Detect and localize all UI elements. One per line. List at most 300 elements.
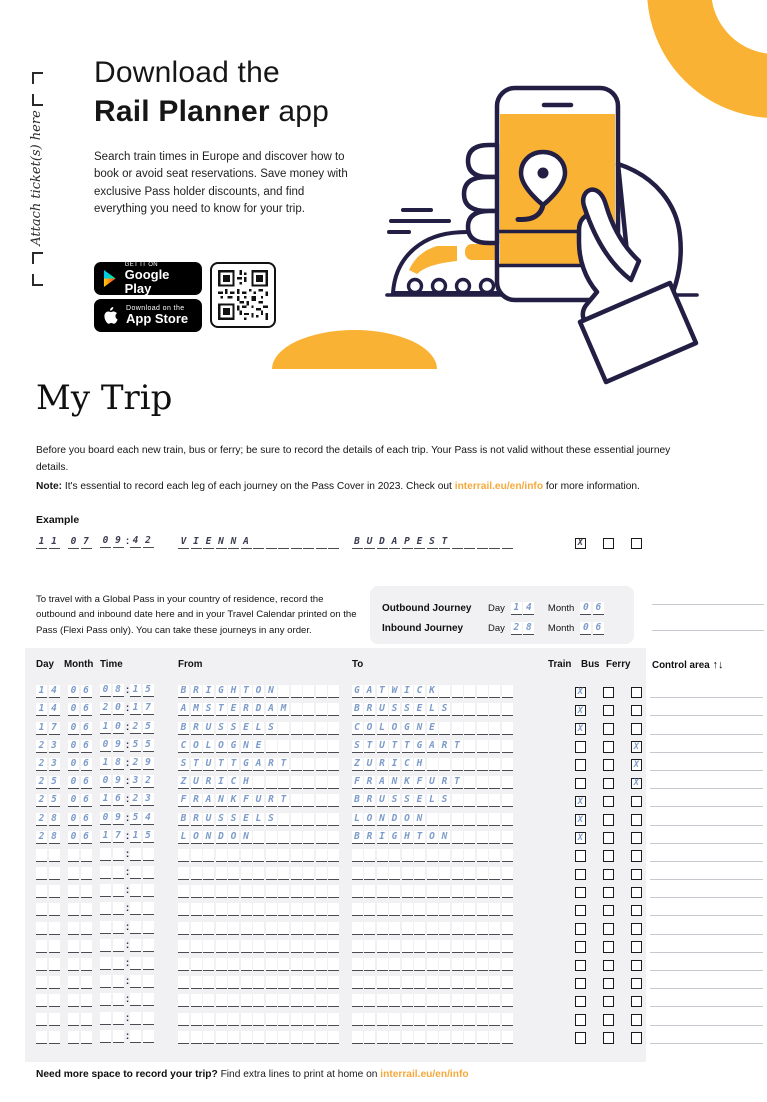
ferry-checkbox[interactable] [631,850,643,862]
char-cell[interactable] [377,1013,388,1026]
char-cell[interactable]: T [191,758,202,771]
char-cell[interactable]: O [253,685,264,698]
char-cell[interactable] [452,794,463,807]
control-area-line[interactable] [650,753,763,771]
char-cell[interactable] [291,976,302,989]
char-cell[interactable] [278,536,289,549]
char-cell[interactable] [316,831,327,844]
char-cell[interactable] [316,903,327,916]
train-checkbox[interactable] [575,923,587,935]
char-cell[interactable]: 0 [68,813,79,826]
char-cell[interactable] [464,776,475,789]
char-cell[interactable] [316,794,327,807]
char-cell[interactable] [143,993,154,1006]
char-cell[interactable] [389,976,400,989]
char-cell[interactable] [303,685,314,698]
char-cell[interactable] [216,849,227,862]
char-cell[interactable] [49,903,60,916]
control-area-line[interactable] [650,971,763,989]
char-cell[interactable] [100,939,111,952]
char-cell[interactable]: R [364,703,375,716]
char-cell[interactable]: 5 [49,794,60,807]
train-checkbox[interactable] [575,869,587,881]
char-cell[interactable]: 0 [68,776,79,789]
char-cell[interactable] [477,885,488,898]
char-cell[interactable] [502,922,513,935]
char-cell[interactable] [477,994,488,1007]
control-area-line[interactable] [650,989,763,1007]
char-cell[interactable] [143,1012,154,1025]
char-cell[interactable] [191,940,202,953]
char-cell[interactable] [191,922,202,935]
char-cell[interactable] [291,849,302,862]
char-cell[interactable] [452,722,463,735]
char-cell[interactable]: R [364,776,375,789]
char-cell[interactable] [452,994,463,1007]
char-cell[interactable] [253,831,264,844]
char-cell[interactable]: 6 [81,703,92,716]
outbound-month-field[interactable] [580,602,605,615]
char-cell[interactable] [352,976,363,989]
char-cell[interactable]: 8 [49,813,60,826]
char-cell[interactable] [464,976,475,989]
char-cell[interactable]: O [191,740,202,753]
char-cell[interactable] [477,958,488,971]
char-cell[interactable] [303,976,314,989]
control-area-line[interactable] [650,953,763,971]
char-cell[interactable]: O [389,722,400,735]
char-cell[interactable]: 1 [36,685,47,698]
char-cell[interactable]: H [241,776,252,789]
char-cell[interactable]: I [377,831,388,844]
char-cell[interactable] [68,867,79,880]
char-cell[interactable] [427,758,438,771]
char-cell[interactable] [81,958,92,971]
char-cell[interactable] [316,958,327,971]
char-cell[interactable]: 1 [100,793,111,806]
example-bus-checkbox[interactable] [603,538,615,550]
char-cell[interactable]: I [402,685,413,698]
char-cell[interactable] [328,1013,339,1026]
char-cell[interactable] [81,940,92,953]
char-cell[interactable] [278,776,289,789]
char-cell[interactable] [452,685,463,698]
journey-control-line[interactable] [652,630,764,631]
char-cell[interactable] [130,957,141,970]
char-cell[interactable]: T [389,740,400,753]
example-ferry-checkbox[interactable] [631,538,643,550]
char-cell[interactable]: U [203,722,214,735]
char-cell[interactable]: O [364,722,375,735]
char-cell[interactable] [352,849,363,862]
char-cell[interactable] [49,849,60,862]
char-cell[interactable] [241,940,252,953]
char-cell[interactable]: E [427,722,438,735]
char-cell[interactable] [364,976,375,989]
char-cell[interactable] [452,958,463,971]
bus-checkbox[interactable] [603,978,615,990]
char-cell[interactable]: N [377,813,388,826]
char-cell[interactable] [377,885,388,898]
char-cell[interactable] [100,866,111,879]
char-cell[interactable] [278,958,289,971]
char-cell[interactable]: 3 [130,775,141,788]
char-cell[interactable] [464,994,475,1007]
char-cell[interactable]: 0 [113,702,124,715]
char-cell[interactable] [143,957,154,970]
char-cell[interactable] [228,994,239,1007]
char-cell[interactable]: I [389,758,400,771]
char-cell[interactable]: A [178,703,189,716]
train-checkbox[interactable]: X [575,796,587,808]
char-cell[interactable] [464,940,475,953]
char-cell[interactable]: E [414,794,425,807]
char-cell[interactable] [477,685,488,698]
char-cell[interactable] [266,849,277,862]
char-cell[interactable] [352,922,363,935]
char-cell[interactable] [452,1031,463,1044]
char-cell[interactable]: E [203,536,214,549]
char-cell[interactable] [113,884,124,897]
train-checkbox[interactable]: X [575,832,587,844]
char-cell[interactable]: 1 [130,684,141,697]
char-cell[interactable] [402,940,413,953]
char-cell[interactable]: 2 [143,535,154,548]
control-area-line[interactable] [650,1007,763,1025]
char-cell[interactable] [253,885,264,898]
char-cell[interactable] [228,940,239,953]
ferry-checkbox[interactable]: X [631,741,643,753]
char-cell[interactable] [291,685,302,698]
char-cell[interactable] [36,994,47,1007]
char-cell[interactable] [278,922,289,935]
ferry-checkbox[interactable]: X [631,759,643,771]
char-cell[interactable] [316,976,327,989]
char-cell[interactable] [266,903,277,916]
char-cell[interactable]: 2 [143,775,154,788]
char-cell[interactable]: 1 [100,757,111,770]
char-cell[interactable]: 6 [81,740,92,753]
char-cell[interactable] [291,758,302,771]
char-cell[interactable]: R [266,758,277,771]
char-cell[interactable]: C [414,685,425,698]
char-cell[interactable] [100,921,111,934]
char-cell[interactable]: A [389,536,400,549]
char-cell[interactable] [489,976,500,989]
char-cell[interactable] [414,958,425,971]
char-cell[interactable]: U [364,536,375,549]
char-cell[interactable] [377,1031,388,1044]
char-cell[interactable]: S [427,536,438,549]
bus-checkbox[interactable] [603,1014,615,1026]
char-cell[interactable]: 9 [113,775,124,788]
char-cell[interactable] [291,1031,302,1044]
char-cell[interactable]: U [364,758,375,771]
char-cell[interactable]: O [402,813,413,826]
char-cell[interactable] [402,1031,413,1044]
char-cell[interactable] [178,849,189,862]
char-cell[interactable] [130,939,141,952]
journey-control-line[interactable] [652,604,764,605]
train-checkbox[interactable] [575,941,587,953]
char-cell[interactable]: N [241,831,252,844]
char-cell[interactable] [402,922,413,935]
char-cell[interactable] [36,867,47,880]
char-cell[interactable] [477,922,488,935]
char-cell[interactable] [402,885,413,898]
char-cell[interactable] [464,536,475,549]
char-cell[interactable] [241,922,252,935]
char-cell[interactable]: D [216,831,227,844]
train-checkbox[interactable]: X [575,814,587,826]
char-cell[interactable] [253,958,264,971]
char-cell[interactable] [402,867,413,880]
char-cell[interactable]: K [228,794,239,807]
char-cell[interactable]: U [203,813,214,826]
char-cell[interactable] [303,867,314,880]
char-cell[interactable] [130,993,141,1006]
char-cell[interactable]: 2 [130,793,141,806]
char-cell[interactable] [477,849,488,862]
char-cell[interactable] [439,867,450,880]
char-cell[interactable] [191,903,202,916]
char-cell[interactable] [100,1012,111,1025]
train-checkbox[interactable] [575,978,587,990]
char-cell[interactable]: N [439,831,450,844]
control-area-line[interactable] [650,807,763,825]
char-cell[interactable] [253,849,264,862]
char-cell[interactable]: L [427,703,438,716]
char-cell[interactable] [352,867,363,880]
ferry-checkbox[interactable] [631,887,643,899]
char-cell[interactable] [253,976,264,989]
char-cell[interactable]: 1 [36,722,47,735]
char-cell[interactable] [389,885,400,898]
char-cell[interactable] [191,1031,202,1044]
char-cell[interactable] [439,849,450,862]
char-cell[interactable] [253,776,264,789]
ferry-checkbox[interactable] [631,723,643,735]
char-cell[interactable] [489,958,500,971]
char-cell[interactable] [464,1031,475,1044]
char-cell[interactable] [464,722,475,735]
char-cell[interactable] [303,758,314,771]
char-cell[interactable]: L [377,722,388,735]
char-cell[interactable]: 2 [511,622,522,635]
char-cell[interactable]: 5 [143,739,154,752]
char-cell[interactable] [266,867,277,880]
bus-checkbox[interactable] [603,705,615,717]
char-cell[interactable]: C [178,740,189,753]
char-cell[interactable] [143,902,154,915]
char-cell[interactable] [278,813,289,826]
char-cell[interactable] [364,1031,375,1044]
char-cell[interactable] [452,867,463,880]
control-area-line[interactable] [650,844,763,862]
char-cell[interactable] [291,885,302,898]
char-cell[interactable] [452,903,463,916]
char-cell[interactable]: 8 [113,757,124,770]
char-cell[interactable]: T [452,776,463,789]
char-cell[interactable] [203,976,214,989]
char-cell[interactable] [427,958,438,971]
char-cell[interactable]: 0 [100,739,111,752]
char-cell[interactable] [477,813,488,826]
char-cell[interactable]: S [439,703,450,716]
char-cell[interactable] [303,903,314,916]
char-cell[interactable] [291,794,302,807]
char-cell[interactable]: A [364,685,375,698]
char-cell[interactable] [502,958,513,971]
train-checkbox[interactable] [575,741,587,753]
char-cell[interactable] [143,921,154,934]
char-cell[interactable] [452,536,463,549]
ferry-checkbox[interactable] [631,923,643,935]
char-cell[interactable] [414,976,425,989]
char-cell[interactable] [278,1031,289,1044]
char-cell[interactable] [439,813,450,826]
char-cell[interactable]: 8 [113,684,124,697]
char-cell[interactable]: O [228,831,239,844]
char-cell[interactable] [328,958,339,971]
char-cell[interactable] [178,1031,189,1044]
char-cell[interactable]: U [427,776,438,789]
char-cell[interactable] [278,976,289,989]
char-cell[interactable] [291,776,302,789]
control-area-line[interactable] [650,716,763,734]
ferry-checkbox[interactable] [631,996,643,1008]
char-cell[interactable] [316,685,327,698]
char-cell[interactable] [291,831,302,844]
char-cell[interactable] [352,885,363,898]
char-cell[interactable]: E [414,703,425,716]
example-to-field[interactable] [352,536,515,549]
char-cell[interactable] [241,867,252,880]
char-cell[interactable] [228,885,239,898]
char-cell[interactable]: 1 [36,536,47,549]
char-cell[interactable] [364,849,375,862]
char-cell[interactable] [452,922,463,935]
char-cell[interactable]: 2 [36,813,47,826]
char-cell[interactable]: G [389,831,400,844]
char-cell[interactable] [316,994,327,1007]
char-cell[interactable]: T [414,831,425,844]
char-cell[interactable] [178,885,189,898]
char-cell[interactable] [203,867,214,880]
ferry-checkbox[interactable] [631,941,643,953]
char-cell[interactable]: 6 [81,776,92,789]
char-cell[interactable]: T [241,685,252,698]
char-cell[interactable] [100,884,111,897]
char-cell[interactable] [477,903,488,916]
char-cell[interactable]: S [228,813,239,826]
char-cell[interactable] [477,536,488,549]
char-cell[interactable] [489,722,500,735]
char-cell[interactable] [477,867,488,880]
train-checkbox[interactable] [575,1014,587,1026]
char-cell[interactable] [143,975,154,988]
char-cell[interactable] [427,903,438,916]
bus-checkbox[interactable] [603,923,615,935]
char-cell[interactable] [216,940,227,953]
char-cell[interactable] [303,885,314,898]
char-cell[interactable] [477,758,488,771]
char-cell[interactable]: S [228,722,239,735]
char-cell[interactable] [414,867,425,880]
char-cell[interactable]: 6 [81,831,92,844]
char-cell[interactable] [414,849,425,862]
char-cell[interactable] [452,703,463,716]
char-cell[interactable] [427,994,438,1007]
char-cell[interactable] [291,922,302,935]
bus-checkbox[interactable] [603,941,615,953]
char-cell[interactable] [228,867,239,880]
char-cell[interactable] [81,1031,92,1044]
char-cell[interactable] [452,813,463,826]
train-checkbox[interactable] [575,996,587,1008]
char-cell[interactable] [266,994,277,1007]
char-cell[interactable] [49,1031,60,1044]
char-cell[interactable] [266,922,277,935]
char-cell[interactable] [489,940,500,953]
char-cell[interactable]: N [228,536,239,549]
char-cell[interactable] [328,831,339,844]
char-cell[interactable] [402,976,413,989]
char-cell[interactable] [402,849,413,862]
char-cell[interactable]: B [352,703,363,716]
bus-checkbox[interactable] [603,796,615,808]
char-cell[interactable] [328,813,339,826]
char-cell[interactable]: U [377,703,388,716]
char-cell[interactable] [81,867,92,880]
char-cell[interactable] [389,1031,400,1044]
char-cell[interactable] [100,902,111,915]
example-day-field[interactable] [36,536,61,549]
char-cell[interactable]: 8 [523,622,534,635]
train-checkbox[interactable] [575,778,587,790]
char-cell[interactable]: V [178,536,189,549]
char-cell[interactable] [113,993,124,1006]
char-cell[interactable]: 4 [143,812,154,825]
char-cell[interactable] [439,885,450,898]
char-cell[interactable] [502,903,513,916]
char-cell[interactable] [130,902,141,915]
char-cell[interactable]: 2 [130,721,141,734]
char-cell[interactable] [427,922,438,935]
char-cell[interactable] [352,903,363,916]
char-cell[interactable] [49,885,60,898]
char-cell[interactable] [489,1013,500,1026]
char-cell[interactable] [502,849,513,862]
control-area-line[interactable] [650,735,763,753]
char-cell[interactable] [278,903,289,916]
ferry-checkbox[interactable] [631,978,643,990]
char-cell[interactable]: D [377,536,388,549]
ferry-checkbox[interactable] [631,705,643,717]
char-cell[interactable]: T [228,758,239,771]
train-checkbox[interactable] [575,759,587,771]
char-cell[interactable] [81,994,92,1007]
char-cell[interactable] [414,885,425,898]
char-cell[interactable]: H [414,758,425,771]
char-cell[interactable] [328,722,339,735]
char-cell[interactable] [464,1013,475,1026]
char-cell[interactable] [464,903,475,916]
char-cell[interactable]: 5 [143,721,154,734]
char-cell[interactable] [253,903,264,916]
char-cell[interactable]: S [439,794,450,807]
char-cell[interactable] [291,1013,302,1026]
